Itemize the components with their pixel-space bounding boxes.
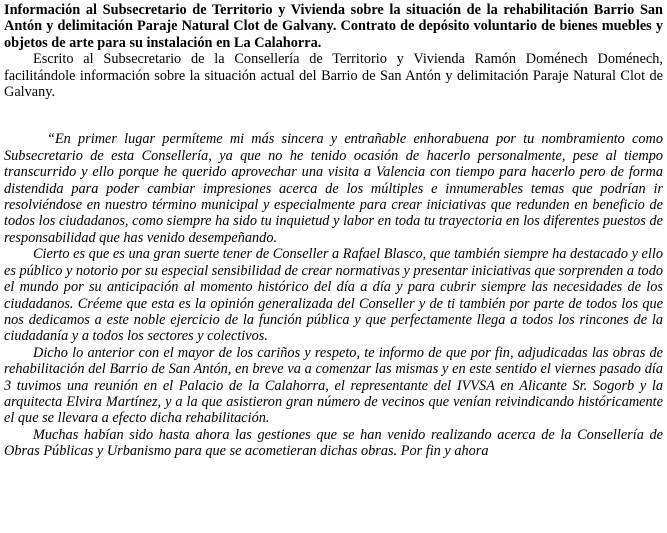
body-paragraph-2: Cierto es que es una gran suerte tener de Conseller a Rafael Blasco, que también siempre ha destacado y ello es público y notorio por su especial sensibilidad de crear normativas y presentar iniciativas que sorprenden a todo el mundo por su anticipación al momento histórico del día a día y para cubrir siempre las necesidades de los ciudadanos. Créeme que esta es la opinión generalizada del Conseller y de ti también por parte de todos los que nos dedicamos a este noble ejercicio de la función pública y que perfectamente llega a todos los rincones de la ciudadanía y a todos los sectores y colectivos. bbox=[4, 246, 663, 345]
body-paragraph-3: Dicho lo anterior con el mayor de los cariños y respeto, te informo de que por fin, adjudicadas las obras de rehabilitación del Barrio de San Antón, en breve va a comenzar las mismas y en este sentido el viernes pasado día 3 tuvimos una reunión en el Palacio de la Calahorra, el representante del IVVSA en Alicante Sr. Sogorb y la arquitecta Elvira Martínez, y a la que asistieron gran número de vecinos que venían reivindicando históricamente el que se llevara a efecto dicha rehabilitación. bbox=[4, 344, 663, 427]
document-page bbox=[4, 2, 663, 460]
document-heading: Información al Subsecretario de Territorio y Vivienda sobre la situación de la rehabilitación Barrio San Antón y delimitación Paraje Natural Clot de Galvany. Contrato de depósito voluntario de bienes muebles y objetos de arte para su instalación en La Calahorra. bbox=[4, 2, 663, 51]
paragraph-spacer bbox=[4, 100, 663, 131]
body-paragraph-4: Muchas habían sido hasta ahora las gestiones que se han venido realizando acerca de la Consellería de Obras Públicas y Urbanismo para que se acometieran dichas obras. Por fin y ahora bbox=[4, 426, 663, 460]
body-paragraph-1: “En primer lugar permíteme mi más sincera y entrañable enhorabuena por tu nombramiento como Subsecretario de esta Consellería, ya que no he tenido ocasión de hacerlo personalmente, pese al tiempo transcurrido y ello porque he querido aprovechar una visita a Valencia con tiempo para hacerlo pero de forma distendida para poder cambiar impresiones acerca de los múltiples e innumerables temas que podrían ir resolviéndose en nuestro término municipal y especialmente para crear iniciativas que redunden en beneficio de todos los ciudadanos, como siempre ha sido tu inquietud y labor en toda tu trayectoria en los diferentes puestos de responsabilidad que has venido desempeñando. bbox=[4, 131, 663, 246]
intro-paragraph: Escrito al Subsecretario de la Consellería de Territorio y Vivienda Ramón Doménech Doménech, facilitándole información sobre la situación actual del Barrio de San Antón y delimitación Paraje Natural Clot de Galvany. bbox=[4, 51, 663, 101]
